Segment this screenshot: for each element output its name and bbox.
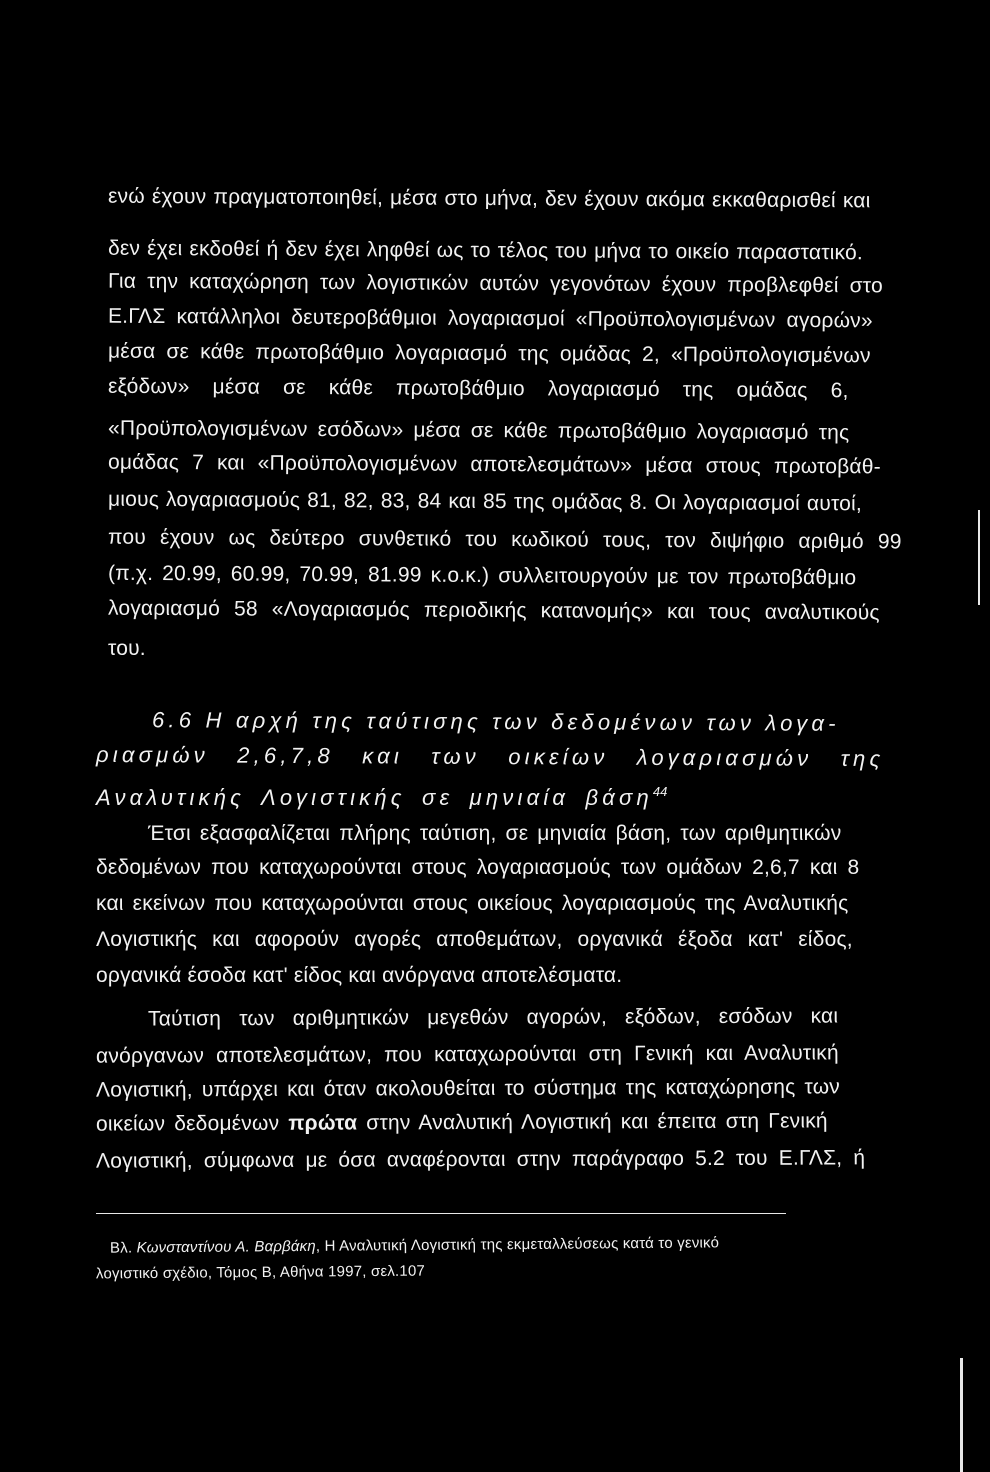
paragraph-line: μέσα σε κάθε πρωτοβάθμιο λογαριασμό της ομάδας 2, «Προϋπολογισμένων <box>107 339 871 368</box>
paragraph-line: και εκείνων που καταχωρούνται στους οικείους λογαριασμούς της Αναλυτικής <box>96 892 849 915</box>
heading-line: 6.6 Η αρχή της ταύτισης των δεδομένων των λογα- <box>151 707 840 736</box>
paragraph-line: Λογιστική, υπάρχει και όταν ακολουθείται το σύστημα της καταχώρησης των <box>95 1075 841 1102</box>
paragraph-line: Λογιστικής και αφορούν αγορές αποθεμάτων, οργανικά έξοδα κατ' είδος, <box>96 928 853 951</box>
paragraph-line: μιους λογαριασμούς 81, 82, 83, 84 και 85 της ομάδας 8. Οι λογαριασμοί αυτοί, <box>107 487 863 516</box>
paragraph-line: οργανικά έσοδα κατ' είδος και ανόργανα αποτελέσματα. <box>96 964 623 987</box>
scan-edge-mark <box>960 1358 963 1472</box>
text-run: οικείων δεδομένων <box>95 1111 289 1136</box>
paragraph-line: του. <box>108 637 146 660</box>
text-run: Βλ. <box>109 1239 137 1257</box>
paragraph-line: «Προϋπολογισμένων εσόδων» μέσα σε κάθε πρωτοβάθμιο λογαριασμό της <box>107 416 850 445</box>
heading-line <box>96 779 667 811</box>
paragraph-line: ανόργανων αποτελεσμάτων, που καταχωρούνται στη Γενική και Αναλυτική <box>95 1041 839 1068</box>
paragraph-line: που έχουν ως δεύτερο συνθετικό του κωδικού τους, τον διψήφιο αριθμό 99 <box>107 525 902 554</box>
heading-line: ριασμών 2,6,7,8 και των οικείων λογαριασμών της <box>95 741 885 772</box>
text-run: στην Αναλυτική Λογιστική και έπειτα στη Γενική <box>357 1109 828 1135</box>
footnote-separator <box>96 1213 786 1214</box>
footnote-line <box>110 1234 719 1257</box>
paragraph-line <box>96 1108 828 1137</box>
footnote-line: λογιστικό σχέδιο, Τόμος Β, Αθήνα 1997, σελ.107 <box>95 1262 426 1283</box>
text-run: , Η Αναλυτική Λογιστική της εκμεταλλεύσεως κατά το γενικό <box>315 1234 720 1255</box>
footnote-reference: 44 <box>652 784 668 799</box>
heading-text: Αναλυτικής Λογιστικής σε μηνιαία βάση <box>96 785 653 810</box>
paragraph-line: εξόδων» μέσα σε κάθε πρωτοβάθμιο λογαριασμό της ομάδας 6, <box>107 374 849 403</box>
paragraph-line: Για την καταχώρηση των λογιστικών αυτών γεγονότων έχουν προβλεφθεί στο <box>107 269 883 298</box>
paragraph-line: ομάδας 7 και «Προϋπολογισμένων αποτελεσμάτων» μέσα στους πρωτοβάθ- <box>107 450 881 479</box>
paragraph-line: (π.χ. 20.99, 60.99, 70.99, 81.99 κ.ο.κ.) συλλειτουργούν με τον πρωτοβάθμιο <box>107 561 857 590</box>
paragraph-line: δεν έχει εκδοθεί ή δεν έχει ληφθεί ως το τέλος του μήνα το οικείο παραστατικό. <box>107 236 864 265</box>
paragraph-line: Ταύτιση των αριθμητικών μεγεθών αγορών, εξόδων, εσόδων και <box>147 1004 839 1031</box>
paragraph-line: λογαριασμό 58 «Λογαριασμός περιοδικής κατανομής» και τους αναλυτικούς <box>107 596 880 625</box>
paragraph-line: δεδομένων που καταχωρούνται στους λογαριασμούς των ομάδων 2,6,7 και 8 <box>96 856 860 879</box>
footnote-author: Κωνσταντίνου Α. Βαρβάκη <box>136 1237 316 1257</box>
paragraph-line: ενώ έχουν πραγματοποιηθεί, μέσα στο μήνα, δεν έχουν ακόμα εκκαθαρισθεί και <box>107 184 871 213</box>
paragraph-line: Λογιστική, σύμφωνα με όσα αναφέρονται στην παράγραφο 5.2 του Ε.ΓΛΣ, ή <box>95 1146 866 1173</box>
paragraph-line: Έτσι εξασφαλίζεται πλήρης ταύτιση, σε μηνιαία βάση, των αριθμητικών <box>148 822 842 845</box>
emphasis-bold: πρώτα <box>288 1111 358 1135</box>
scan-edge-mark <box>978 510 980 605</box>
paragraph-line: Ε.ΓΛΣ κατάλληλοι δευτεροβάθμιοι λογαριασμοί «Προϋπολογισμένων αγορών» <box>107 304 873 333</box>
